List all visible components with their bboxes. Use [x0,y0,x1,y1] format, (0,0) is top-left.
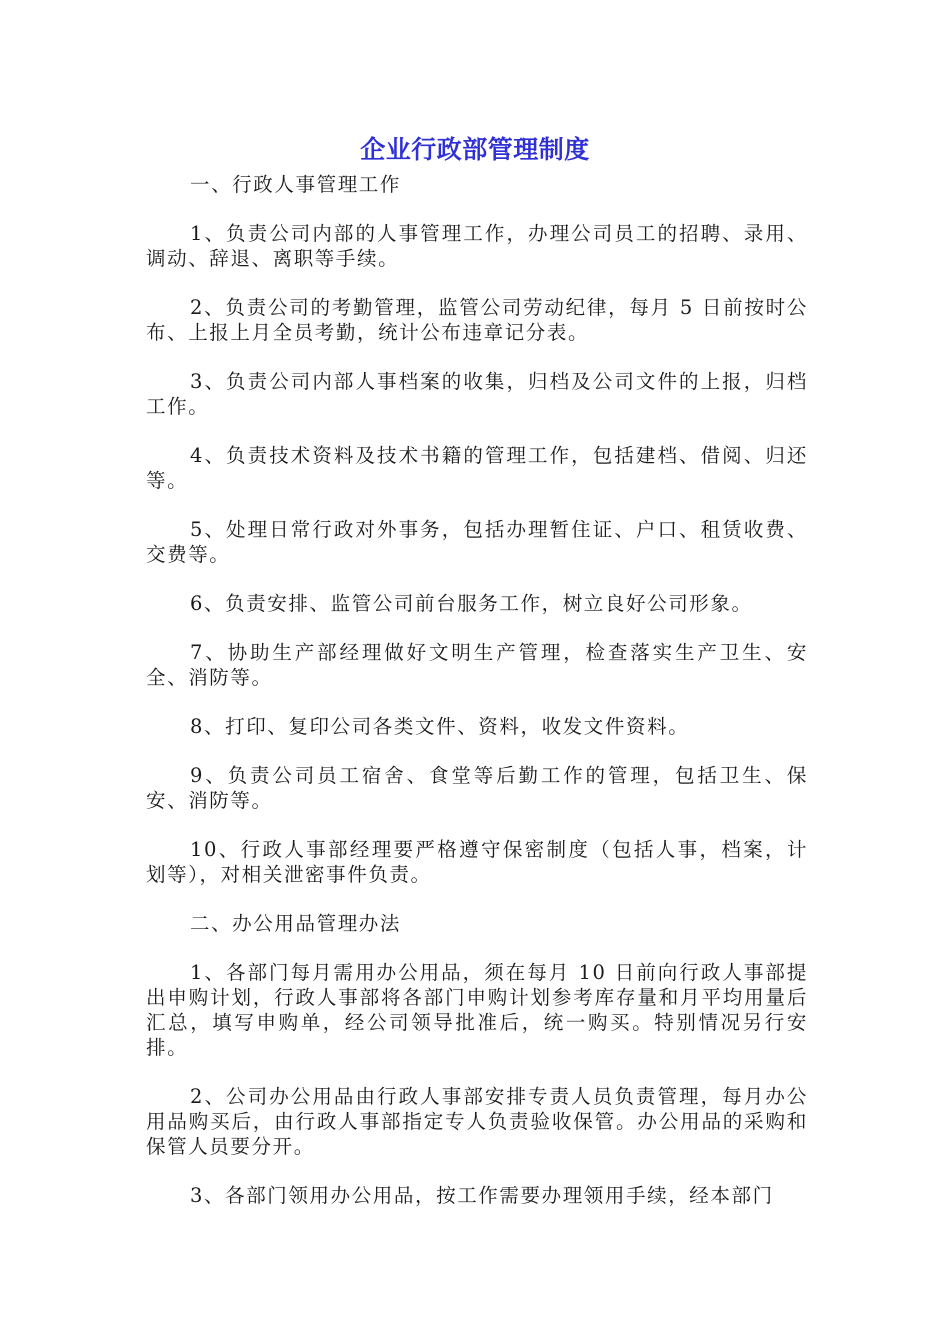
document-title: 企业行政部管理制度 [360,135,590,164]
paragraph: 1、负责公司内部的人事管理工作，办理公司员工的招聘、录用、调动、辞退、离职等手续。 [146,222,808,270]
paragraph: 2、公司办公用品由行政人事部安排专责人员负责管理，每月办公用品购买后，由行政人事部指定专人负责验收保管。办公用品的采购和保管人员要分开。 [146,1085,808,1158]
paragraph: 6、负责安排、监管公司前台服务工作，树立良好公司形象。 [190,592,753,615]
section-heading: 二、办公用品管理办法 [190,912,402,935]
paragraph: 7、协助生产部经理做好文明生产管理，检查落实生产卫生、安全、消防等。 [146,641,808,689]
paragraph: 3、负责公司内部人事档案的收集，归档及公司文件的上报，归档工作。 [146,370,808,418]
paragraph: 8、打印、复印公司各类文件、资料，收发文件资料。 [190,715,690,738]
paragraph: 3、各部门领用办公用品，按工作需要办理领用手续，经本部门 [190,1184,774,1207]
paragraph: 10、行政人事部经理要严格遵守保密制度（包括人事，档案，计划等），对相关泄密事件负责。 [146,838,808,886]
paragraph: 5、处理日常行政对外事务，包括办理暂住证、户口、租赁收费、交费等。 [146,518,808,566]
section-heading: 一、行政人事管理工作 [190,173,402,196]
paragraph: 4、负责技术资料及技术书籍的管理工作，包括建档、借阅、归还等。 [146,444,808,492]
paragraph: 1、各部门每月需用办公用品，须在每月 10 日前向行政人事部提出申购计划，行政人事部将各部门申购计划参考库存量和月平均用量后汇总，填写申购单，经公司领导批准后，统一购买。特别情况另行安排。 [146,961,808,1059]
document-body [146,172,808,1232]
paragraph: 9、负责公司员工宿舍、食堂等后勤工作的管理，包括卫生、保安、消防等。 [146,764,808,812]
paragraph: 2、负责公司的考勤管理，监管公司劳动纪律，每月 5 日前按时公布、上报上月全员考勤，统计公布违章记分表。 [146,296,808,344]
